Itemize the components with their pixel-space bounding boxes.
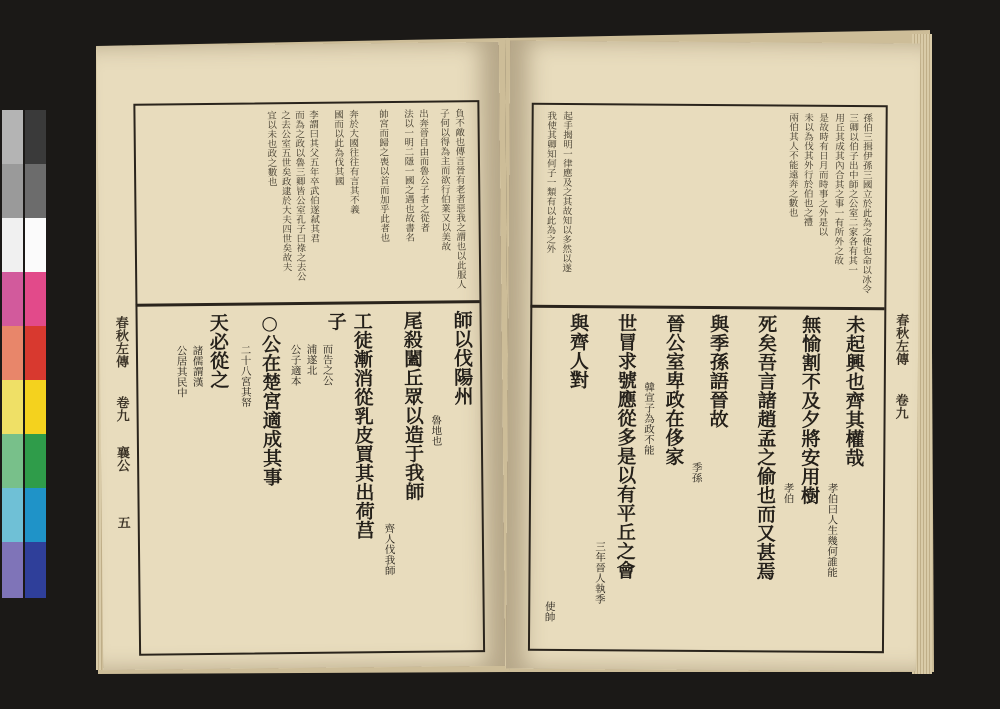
main-text-column: 未起興也齊其權哉 xyxy=(842,314,866,468)
main-text-column: 世冒求號應從多是以有平丘之會 xyxy=(613,313,638,580)
commentary-column: 起手揭明一律應及之其故知以多然以遂 xyxy=(560,110,573,273)
commentary-column: 之去公室五世矣政逮於大夫四世矣故夫 xyxy=(278,110,292,272)
annotation-column: 使帥 xyxy=(543,600,556,622)
main-text-column: 師以伐陽州 xyxy=(450,310,474,406)
main-text-column: 子 xyxy=(324,311,347,331)
annotation-column: 浦遂北 xyxy=(305,343,318,376)
commentary-column: 子何以得為主而欲行伯業又以美故 xyxy=(437,108,451,252)
annotation-column: 孝伯 xyxy=(782,482,795,504)
commentary-column: 宜以未也政之數也 xyxy=(264,110,277,187)
main-text-column: 尾殺闔丘眾以造于我師 xyxy=(400,310,425,501)
commentary-column: 我使其卿知何子一類有以此為之外 xyxy=(544,110,557,254)
commentary-column: 帥宮而歸之喪以首而加乎此者也 xyxy=(376,109,390,243)
commentary-column: 未以為伐其外行於伯也之禮 xyxy=(801,112,814,227)
annotation-column: 諸儒謂漢 xyxy=(191,345,204,388)
annotation-column: 孝伯曰人生幾何誰能 xyxy=(825,482,839,578)
commentary-column: 奔於大國往往有言其不義 xyxy=(346,109,360,214)
commentary-column: 國而以此為伐其國 xyxy=(331,109,344,186)
commentary-column: 法以一明二隱一國之遇也故書名 xyxy=(401,108,415,242)
main-text-column: 天必從之 xyxy=(206,312,230,389)
annotation-column: 二十八宮其帑 xyxy=(239,344,253,408)
annotation-column: 魯地也 xyxy=(430,414,443,447)
commentary-column: 用丘其成其內合其之事一有所外之故 xyxy=(832,112,845,265)
annotation-column: 齊人伐我師 xyxy=(383,523,396,576)
commentary-column: 而為之政以魯三卿皆公室孔子曰祿之去公 xyxy=(292,109,306,282)
main-text-column: 與齊人對 xyxy=(566,312,590,390)
right-page xyxy=(506,41,920,672)
commentary-column: 李謂曰其父五年卒武伯遂弒其君 xyxy=(306,109,320,243)
main-text-column: 晉公室卑政在侈家 xyxy=(662,313,686,466)
margin-volume: 卷九 xyxy=(892,393,908,420)
color-calibration-strip xyxy=(2,110,48,598)
commentary-column: 是故時有日月而時事之外是以 xyxy=(816,112,829,237)
main-text-column: 與季孫語晉故 xyxy=(706,313,730,429)
commentary-column: 孫伯三揖伊孫三國立於此為之使也命以冰令 xyxy=(859,113,873,294)
commentary-column: 出奔晉自由而魯公子者之從者 xyxy=(416,108,430,233)
annotation-column: 公子適本 xyxy=(289,343,302,387)
commentary-column: 負不敵也傳言晉有老者惡我之謂也以此服人 xyxy=(452,108,466,289)
margin-chapter: 襄公 xyxy=(113,445,130,472)
margin-volume: 卷九 xyxy=(113,395,129,422)
margin-book-title: 春秋左傳 xyxy=(892,313,909,366)
annotation-column: 公居其民中 xyxy=(175,345,188,398)
main-text-column: ○公在楚宮適成其事 xyxy=(258,312,283,487)
annotation-column: 而告之公 xyxy=(321,343,334,386)
left-page xyxy=(97,42,506,670)
annotation-column: 三年晉人執季 xyxy=(593,541,607,605)
margin-page-number: 五 xyxy=(114,515,130,529)
annotation-column: 季孫 xyxy=(690,461,703,483)
main-text-column: 無愉割不及夕將安用樹 xyxy=(797,314,822,505)
main-text-column: 工徒漸消從乳皮買其出荷莒 xyxy=(350,311,375,540)
annotation-column: 韓宣子為政不能 xyxy=(642,381,656,456)
commentary-column: 兩伯其人不能遠奔之數也 xyxy=(786,112,799,218)
main-text-column: 死矣吾言諸趙孟之偷也而又甚焉 xyxy=(753,314,778,581)
commentary-column: 三卿以伯子出中師之公室二家各有其一 xyxy=(846,112,859,275)
margin-book-title: 春秋左傳 xyxy=(112,315,129,368)
